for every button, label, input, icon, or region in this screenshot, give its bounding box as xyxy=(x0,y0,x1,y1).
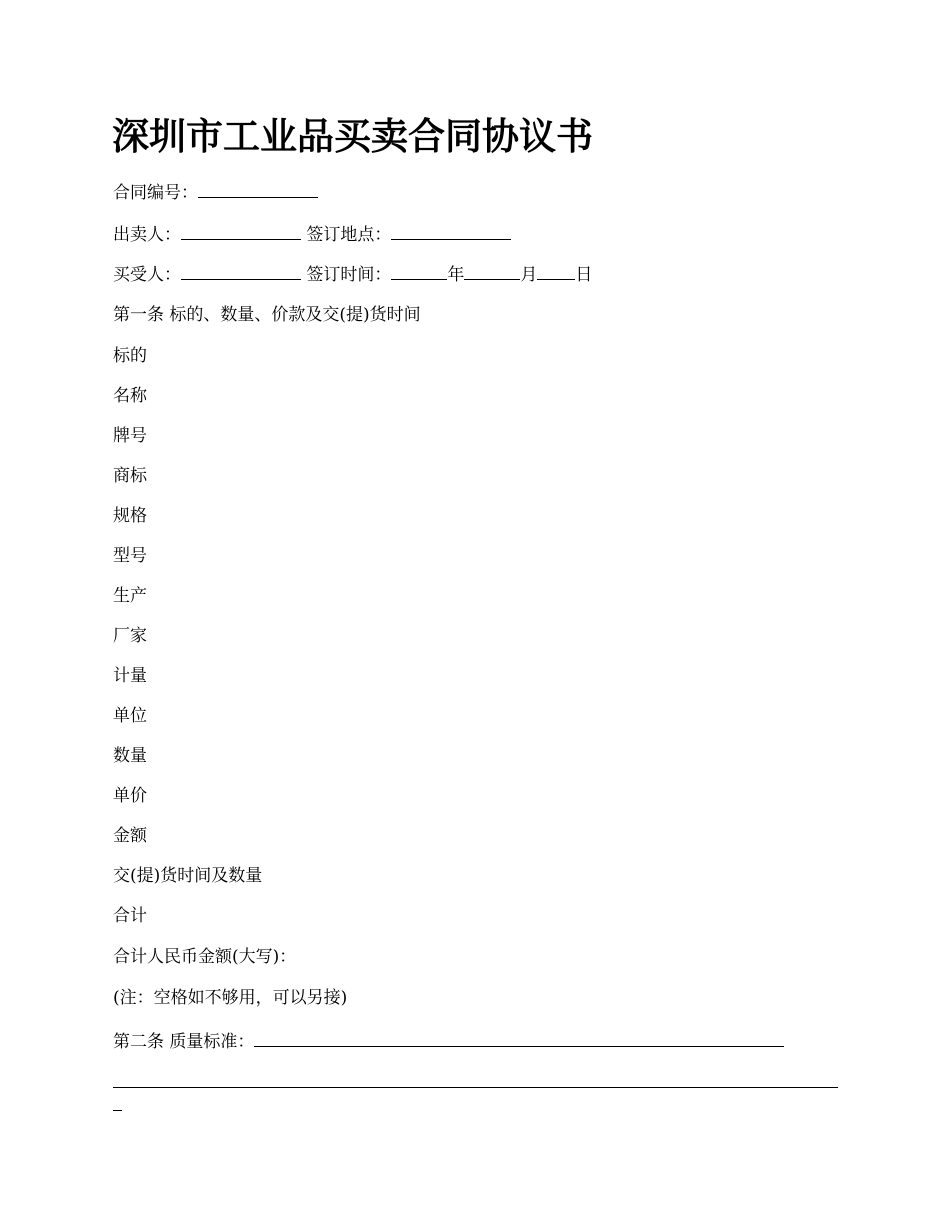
table-label-item: 合计 xyxy=(113,906,147,926)
quality-standard-blank[interactable] xyxy=(254,1029,784,1047)
sign-place-label: 签订地点： xyxy=(306,225,392,245)
contract-number-line xyxy=(113,180,318,205)
table-label-item: 单位 xyxy=(113,706,147,726)
note-text: (注：空格如不够用，可以另接) xyxy=(113,988,348,1008)
table-label-item: 生产 xyxy=(113,586,147,606)
seller-blank[interactable] xyxy=(181,222,301,240)
sign-place-blank[interactable] xyxy=(391,222,511,240)
table-label-item: 数量 xyxy=(113,746,147,766)
year-label: 年 xyxy=(447,265,465,285)
buyer-label: 买受人： xyxy=(113,265,181,285)
document-title: 深圳市工业品买卖合同协议书 xyxy=(112,114,593,158)
continuation-blank-tail xyxy=(113,1110,122,1111)
table-label-item: 厂家 xyxy=(113,626,147,646)
seller-line xyxy=(113,222,511,247)
day-label: 日 xyxy=(575,265,593,285)
seller-label: 出卖人： xyxy=(113,225,181,245)
table-label-item: 交(提)货时间及数量 xyxy=(113,866,263,886)
month-blank[interactable] xyxy=(464,262,520,280)
contract-number-label: 合同编号： xyxy=(113,183,198,203)
year-blank[interactable] xyxy=(391,262,447,280)
table-label-item: 商标 xyxy=(113,466,147,486)
table-label-item: 计量 xyxy=(113,666,147,686)
table-label-item: 标的 xyxy=(113,346,147,366)
table-label-item: 单价 xyxy=(113,786,147,806)
buyer-blank[interactable] xyxy=(181,262,301,280)
month-label: 月 xyxy=(520,265,538,285)
table-label-item: 名称 xyxy=(113,386,147,406)
sign-time-label: 签订时间： xyxy=(306,265,392,285)
table-label-item: 牌号 xyxy=(113,426,147,446)
continuation-blank-line[interactable] xyxy=(113,1087,838,1088)
day-blank[interactable] xyxy=(537,262,575,280)
article-two-line xyxy=(113,1029,784,1054)
table-label-item: 型号 xyxy=(113,546,147,566)
article-two-label: 第二条 质量标准： xyxy=(113,1032,255,1052)
article-one-heading: 第一条 标的、数量、价款及交(提)货时间 xyxy=(113,305,421,325)
table-label-item: 规格 xyxy=(113,506,147,526)
total-amount-label: 合计人民币金额(大写)： xyxy=(113,947,297,967)
buyer-line xyxy=(113,262,592,287)
table-label-item: 金额 xyxy=(113,826,147,846)
contract-number-blank[interactable] xyxy=(198,180,318,198)
